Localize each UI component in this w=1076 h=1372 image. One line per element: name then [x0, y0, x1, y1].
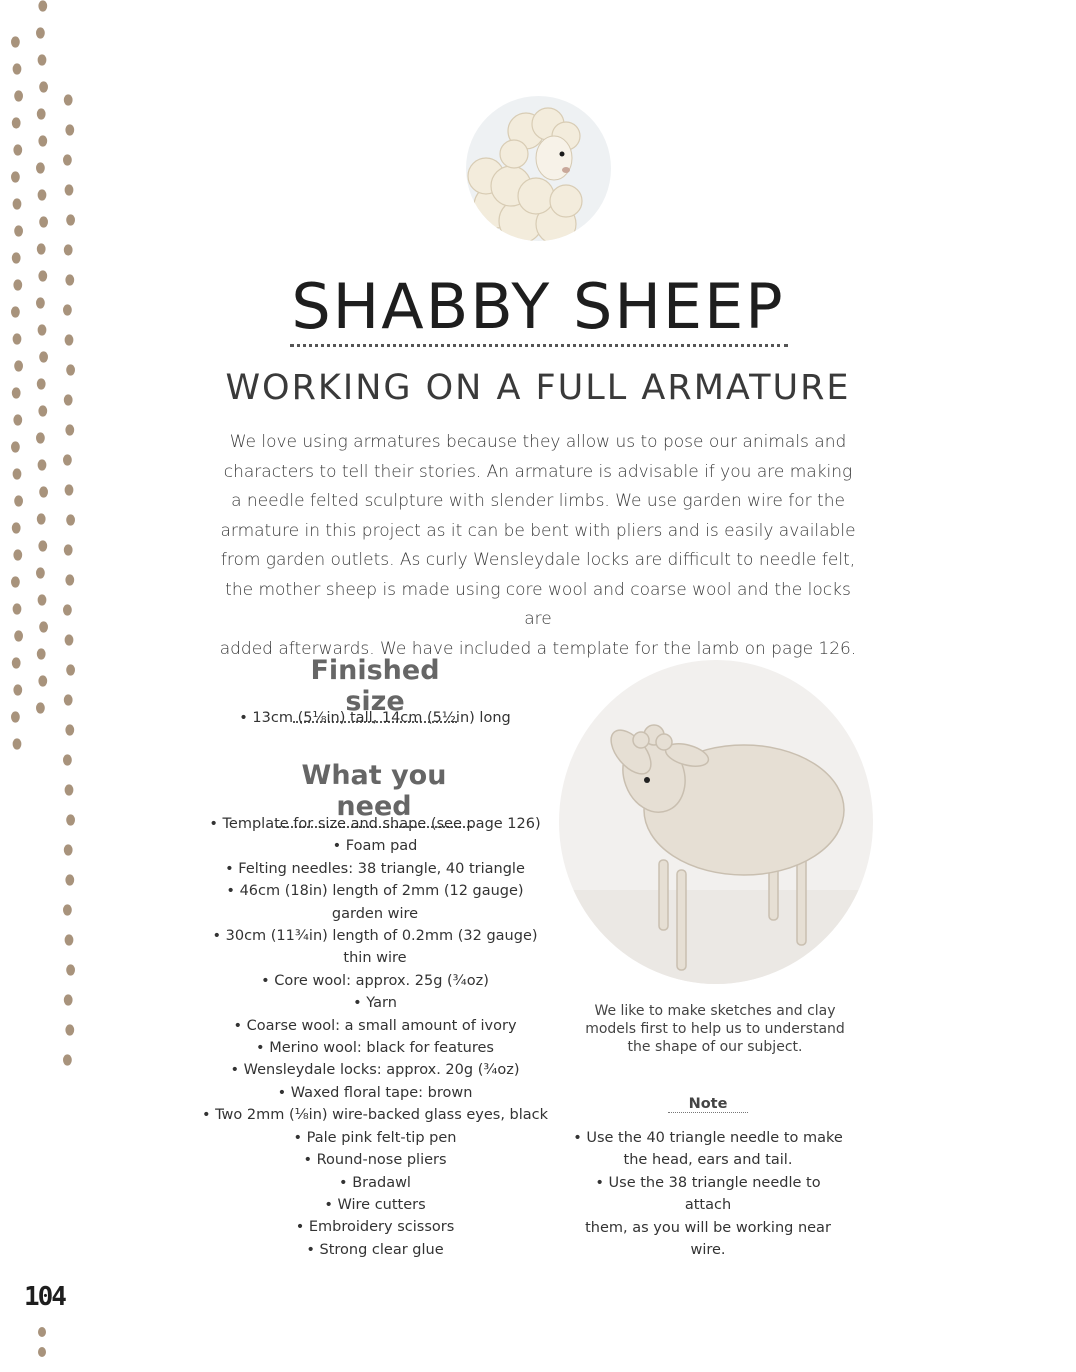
- decorative-dot: [14, 225, 23, 236]
- decorative-dot: [11, 441, 20, 452]
- decorative-dot: [65, 724, 74, 735]
- page-subtitle: WORKING ON A FULL ARMATURE: [225, 368, 851, 408]
- decorative-dot: [36, 162, 45, 173]
- decorative-dot: [38, 135, 47, 146]
- intro-line: the mother sheep is made using core wool and coarse wool and the locks are: [225, 579, 851, 629]
- intro-line: armature in this project as it can be bent with pliers and is easily available: [220, 520, 856, 541]
- decorative-dot: [39, 216, 48, 227]
- decorative-dot: [66, 514, 75, 525]
- decorative-dot: [38, 0, 47, 11]
- finished-size-heading: Finished size: [293, 655, 457, 723]
- decorative-dot: [13, 198, 22, 209]
- decorative-dot: [64, 994, 73, 1005]
- decorative-dot: [63, 604, 72, 615]
- decorative-dot: [65, 1024, 74, 1035]
- intro-line: a needle felted sculpture with slender limbs. We use garden wire for the: [231, 491, 845, 511]
- decorative-dot: [13, 414, 22, 425]
- list-item: • 30cm (11¾in) length of 0.2mm (32 gauge): [212, 928, 538, 945]
- decorative-dot: [13, 144, 22, 155]
- finished-size-text: • 13cm (5¹⁄₈in) tall, 14cm (5½in) long: [239, 710, 511, 726]
- decorative-dot: [63, 454, 72, 465]
- decorative-dot: [39, 351, 48, 362]
- decorative-dot: [65, 784, 74, 795]
- decorative-dot: [39, 621, 48, 632]
- decorative-dot: [64, 244, 73, 255]
- decorative-dot: [13, 684, 22, 695]
- list-item: • Wensleydale locks: approx. 20g (¾oz): [230, 1062, 520, 1079]
- decorative-dot: [38, 459, 47, 470]
- list-item: • Coarse wool: a small amount of ivory: [233, 1017, 517, 1034]
- decorative-dot: [12, 657, 21, 668]
- decorative-dot-border: [0, 0, 100, 1372]
- decorative-dot: [36, 702, 45, 713]
- decorative-dot: [66, 664, 75, 675]
- caption-line: the shape of our subject.: [627, 1039, 803, 1055]
- decorative-dot: [11, 171, 20, 182]
- clay-sheep-model-photo: [559, 660, 873, 984]
- decorative-dot: [38, 594, 47, 605]
- decorative-dot: [37, 243, 46, 254]
- decorative-dot: [38, 540, 47, 551]
- note-line: • Use the 40 triangle needle to make: [573, 1130, 843, 1146]
- decorative-dot: [38, 675, 47, 686]
- list-item: • Wire cutters: [324, 1196, 426, 1213]
- decorative-dot: [11, 36, 20, 47]
- decorative-dot: [66, 814, 75, 825]
- decorative-dot: [14, 495, 23, 506]
- list-item: • Pale pink felt-tip pen: [293, 1129, 457, 1146]
- decorative-dot: [63, 1054, 72, 1065]
- decorative-dot: [36, 27, 45, 38]
- decorative-dot: [63, 904, 72, 915]
- note-line: the head, ears and tail.: [623, 1152, 793, 1169]
- list-item: thin wire: [343, 950, 407, 967]
- materials-list: [200, 813, 550, 1261]
- list-item: • Bradawl: [339, 1174, 411, 1191]
- page-number: 104: [24, 1282, 65, 1312]
- decorative-dot: [11, 576, 20, 587]
- list-item: garden wire: [331, 905, 419, 922]
- intro-line: from garden outlets. As curly Wensleydale locks are difficult to needle felt,: [220, 550, 856, 570]
- decorative-dot: [66, 964, 75, 975]
- decorative-dot: [36, 432, 45, 443]
- list-item: • Felting needles: 38 triangle, 40 triangle: [225, 860, 525, 877]
- decorative-dot: [64, 94, 73, 105]
- decorative-dot: [64, 844, 73, 855]
- decorative-dot: [63, 154, 72, 165]
- what-you-need-heading: What you need: [276, 760, 472, 828]
- intro-line: added afterwards. We have included a template for the lamb on page 126.: [219, 638, 857, 659]
- note-line: them, as you will be working near wire.: [585, 1219, 831, 1259]
- decorative-dot: [65, 484, 74, 495]
- decorative-dot: [65, 634, 74, 645]
- decorative-dot: [13, 468, 22, 479]
- decorative-dot: [12, 252, 21, 263]
- note-list: [570, 1127, 846, 1261]
- decorative-dot: [38, 54, 47, 65]
- decorative-dot: [65, 124, 74, 135]
- note-heading: Note: [668, 1096, 748, 1113]
- decorative-dot: [13, 63, 22, 74]
- decorative-dot: [12, 117, 21, 128]
- decorative-dot: [65, 874, 74, 885]
- decorative-dot: [38, 1327, 46, 1337]
- caption-line: We like to make sketches and clay: [594, 1003, 836, 1019]
- decorative-dot: [38, 189, 47, 200]
- decorative-dot: [37, 648, 46, 659]
- intro-line: We love using armatures because they allow us to pose our animals and: [229, 432, 847, 452]
- woolly-sheep-photo: [466, 96, 611, 241]
- decorative-dot: [14, 90, 23, 101]
- decorative-dot: [65, 574, 74, 585]
- caption-line: models first to help us to understand: [585, 1021, 845, 1037]
- decorative-dot: [66, 214, 75, 225]
- list-item: • Waxed floral tape: brown: [277, 1084, 473, 1101]
- list-item: • 46cm (18in) length of 2mm (12 gauge): [226, 883, 524, 900]
- decorative-dot: [39, 486, 48, 497]
- list-item: • Two 2mm (¹⁄₈in) wire-backed glass eyes, black: [201, 1107, 549, 1124]
- decorative-dot: [12, 522, 21, 533]
- decorative-dot: [13, 603, 22, 614]
- note-line: • Use the 38 triangle needle to attach: [595, 1174, 821, 1214]
- list-item: • Strong clear glue: [306, 1241, 444, 1258]
- decorative-dot: [13, 549, 22, 560]
- intro-paragraph: [216, 428, 860, 664]
- decorative-dot: [37, 513, 46, 524]
- decorative-dot: [65, 184, 74, 195]
- list-item: • Foam pad: [332, 838, 418, 855]
- decorative-dot: [65, 424, 74, 435]
- decorative-dot: [11, 711, 20, 722]
- list-item: • Yarn: [353, 995, 397, 1012]
- list-item: • Template for size and shape (see page 126): [209, 816, 541, 832]
- list-item: • Round-nose pliers: [303, 1152, 447, 1169]
- decorative-dot: [64, 694, 73, 705]
- list-item: • Embroidery scissors: [295, 1219, 455, 1236]
- decorative-dot: [38, 1347, 46, 1357]
- decorative-dot: [65, 934, 74, 945]
- intro-line: characters to tell their stories. An armature is advisable if you are making: [223, 461, 853, 482]
- decorative-dot: [36, 567, 45, 578]
- decorative-dot: [14, 630, 23, 641]
- decorative-dot: [39, 81, 48, 92]
- list-item: • Merino wool: black for features: [256, 1040, 494, 1057]
- title-dotted-rule: [290, 344, 788, 347]
- photo-caption: [580, 1002, 850, 1056]
- decorative-dot: [13, 738, 22, 749]
- decorative-dot: [64, 544, 73, 555]
- decorative-dot: [63, 754, 72, 765]
- page-title: SHABBY SHEEP: [291, 270, 785, 343]
- list-item: • Core wool: approx. 25g (¾oz): [261, 972, 489, 989]
- decorative-dot: [37, 108, 46, 119]
